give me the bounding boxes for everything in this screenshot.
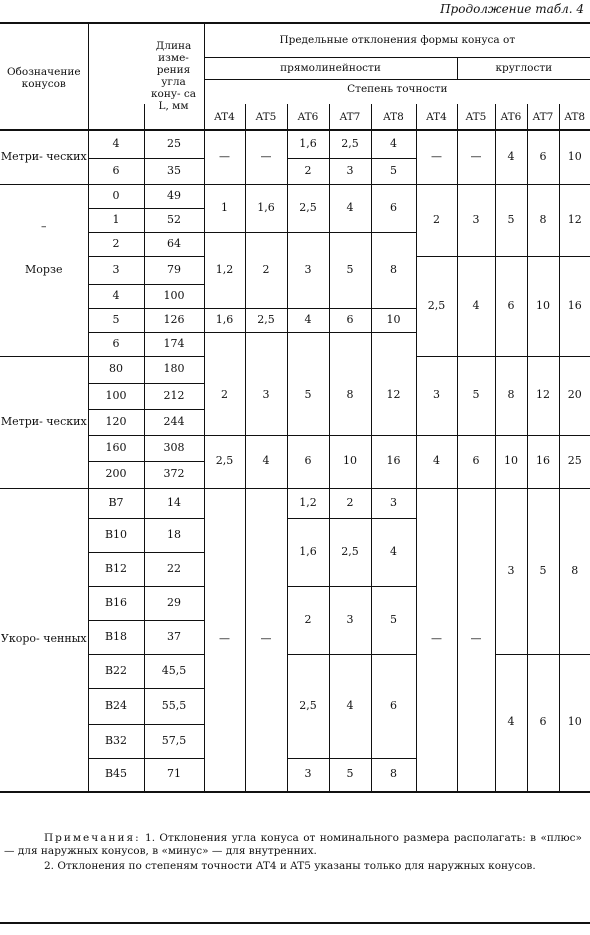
table-cell: 4	[371, 130, 416, 158]
table-cell: 10	[371, 308, 416, 332]
table-cell: 2,5	[287, 184, 329, 232]
table-cell: 80	[88, 356, 144, 383]
header-accuracy: Степень точности	[347, 82, 448, 95]
table-cell: 8	[527, 184, 559, 256]
table-cell: B7	[88, 488, 144, 518]
table-cell: 6	[495, 256, 527, 356]
table-cell: 8	[329, 356, 371, 435]
table-cell: 10	[559, 654, 590, 792]
table-cell: 1	[88, 208, 144, 232]
table-cell: 2,5	[287, 654, 329, 758]
table-cell: 6	[371, 184, 416, 232]
table-cell: 4	[88, 284, 144, 308]
table-cell: 4	[416, 435, 457, 488]
table-cell: 29	[144, 586, 204, 620]
table-cell: 1,2	[204, 232, 245, 308]
grade-rd-at7: AT7	[527, 104, 559, 130]
grade-rd-at6: AT6	[495, 104, 527, 130]
table-cell: 0	[88, 184, 144, 208]
table-cell: 5	[329, 232, 371, 308]
grade-rd-at8: AT8	[564, 110, 586, 123]
table-cell: 5	[88, 308, 144, 332]
table-cell: 3	[88, 256, 144, 284]
table-cell: 6	[457, 435, 495, 488]
table-cell: 2,5	[416, 256, 457, 356]
table-cell: 5	[457, 356, 495, 435]
table-cell: 8	[495, 356, 527, 435]
table-cell: 5	[371, 158, 416, 184]
table-cell: 5	[287, 356, 329, 435]
table-cell: 64	[144, 232, 204, 256]
table-cell: 3	[329, 158, 371, 184]
header-straightness: прямолинейности	[280, 61, 381, 74]
table-cell: 2,5	[329, 518, 371, 586]
table-cell: 4	[371, 518, 416, 586]
notes	[4, 832, 582, 873]
table-cell: 1,6	[204, 308, 245, 332]
morse-dash: –	[41, 219, 47, 233]
table-cell: —	[204, 488, 245, 792]
table-cell: 372	[144, 461, 204, 488]
table-cell: 16	[567, 298, 582, 312]
table-cell: 12	[527, 356, 559, 435]
table-cell: 174	[144, 332, 204, 356]
table-cell: 2	[287, 158, 329, 184]
group-morse: Морзе	[25, 262, 63, 276]
table-cell: 1,6	[287, 518, 329, 586]
table-cell: —	[204, 130, 245, 184]
table-cell: B10	[88, 518, 144, 552]
table-cell: 25	[567, 454, 582, 468]
grade-st-at5: AT5	[245, 104, 287, 130]
table-cell: 22	[144, 552, 204, 586]
table-cell: B45	[88, 758, 144, 792]
table-cell: 5	[527, 488, 559, 654]
table-cell: 3	[245, 356, 287, 435]
table-cell: 4	[88, 130, 144, 158]
note-1: 1. Отклонения угла конуса от номинального размера располагать: в «плюс» — для наружных конусов, в «минус» — для внутренних.	[4, 832, 582, 858]
table-cell: 5	[371, 586, 416, 654]
table-cell: 12	[371, 356, 416, 435]
table-cell: 4	[457, 256, 495, 356]
table-cell: 16	[371, 435, 416, 488]
table-cell: 160	[88, 435, 144, 461]
table-cell: 6	[88, 332, 144, 356]
table-cell: 2,5	[329, 130, 371, 158]
table-cell: 3	[416, 356, 457, 435]
table-cell: 3	[371, 488, 416, 518]
table-cell: 120	[88, 409, 144, 435]
table-cell: —	[245, 130, 287, 184]
bottom-rule	[0, 922, 590, 924]
table-cell: 4	[495, 130, 527, 184]
table-cell: 4	[329, 654, 371, 758]
grade-st-at4: AT4	[204, 104, 245, 130]
table-cell: 180	[144, 356, 204, 383]
table-cell: 2,5	[245, 308, 287, 332]
table-cell: 126	[144, 308, 204, 332]
note-2: 2. Отклонения по степеням точности AT4 и AT5 указаны только для наружных конусов.	[44, 860, 536, 873]
table-cell: 8	[371, 758, 416, 792]
header-length: Длина изме- рения угла кону- са L, мм	[150, 40, 197, 113]
table-cell: —	[457, 488, 495, 792]
table-cell: 71	[144, 758, 204, 792]
table-cell: 3	[287, 758, 329, 792]
grade-rd-at4: AT4	[416, 104, 457, 130]
table-cell: 100	[88, 383, 144, 409]
table-cell: 14	[144, 488, 204, 518]
table-cell: 52	[144, 208, 204, 232]
table-cell: —	[457, 130, 495, 184]
table-cell: 4	[287, 308, 329, 332]
table-cell: 45,5	[144, 654, 204, 688]
table-cell: 6	[527, 130, 559, 184]
table-cell: 6	[329, 308, 371, 332]
notes-label: Примечания:	[44, 832, 141, 844]
header-deviations: Предельные отклонения формы конуса от	[279, 34, 516, 47]
table-cell: 1,6	[245, 184, 287, 232]
table-cell: 10	[527, 256, 559, 356]
grade-st-at6: AT6	[287, 104, 329, 130]
table-cell: 2,5	[204, 435, 245, 488]
table-cell: B18	[88, 620, 144, 654]
table-cell: 4	[495, 654, 527, 792]
table-cell: 2	[287, 586, 329, 654]
table-cell: B24	[88, 688, 144, 724]
table-cell: 200	[88, 461, 144, 488]
table-cell: 6	[527, 654, 559, 792]
table-cell: 57,5	[144, 724, 204, 758]
table-cell: 100	[144, 284, 204, 308]
table-cell: 79	[144, 256, 204, 284]
table-cell: 1,2	[287, 488, 329, 518]
table-cell: 37	[144, 620, 204, 654]
table-cell: B16	[88, 586, 144, 620]
table-cell: 2	[88, 232, 144, 256]
table-cell: 6	[88, 158, 144, 184]
table-cell: 3	[495, 488, 527, 654]
table-cell: B32	[88, 724, 144, 758]
table-cell: 18	[144, 518, 204, 552]
table-cell: 10	[559, 130, 590, 184]
table-cell: 16	[527, 435, 559, 488]
continuation-label: Продолжение табл. 4	[440, 2, 584, 16]
table-cell: B22	[88, 654, 144, 688]
grade-rd-at5: AT5	[457, 104, 495, 130]
table-cell: 8	[371, 232, 416, 308]
grade-st-at7: AT7	[329, 104, 371, 130]
table-cell: 25	[144, 130, 204, 158]
group-metric-2: Метри- ческих	[0, 414, 87, 428]
table-cell: 3	[287, 232, 329, 308]
table-cell: B12	[88, 552, 144, 586]
table-cell: 2	[204, 356, 245, 435]
table-cell: 10	[329, 435, 371, 488]
grade-st-at8: AT8	[371, 104, 416, 130]
table-cell: 35	[144, 158, 204, 184]
table-cell: —	[416, 488, 457, 792]
table-cell: 6	[287, 435, 329, 488]
group-metric-1: Метри- ческих	[0, 149, 87, 163]
table-cell: 3	[329, 586, 371, 654]
table-cell: —	[416, 130, 457, 184]
table-cell: 12	[559, 184, 590, 256]
table-cell: 4	[329, 184, 371, 232]
table-cell: 55,5	[144, 688, 204, 724]
header-designation: Обозначение конусов	[6, 66, 81, 91]
table-cell: 1,6	[287, 130, 329, 158]
table-cell: 5	[329, 758, 371, 792]
table-cell: 4	[245, 435, 287, 488]
grade-table	[0, 104, 590, 793]
table-cell: 5	[495, 184, 527, 256]
table-cell: 3	[457, 184, 495, 256]
table-cell: 1	[204, 184, 245, 232]
table-cell: 49	[144, 184, 204, 208]
header-roundness: круглости	[495, 61, 553, 74]
table-cell: 8	[559, 488, 590, 654]
table-cell: 6	[371, 654, 416, 758]
table-cell: 2	[329, 488, 371, 518]
table-cell: —	[245, 488, 287, 792]
table-cell: 244	[144, 409, 204, 435]
table-cell: 308	[144, 435, 204, 461]
group-short: Укоро- ченных	[0, 632, 87, 646]
table-cell: 2	[416, 184, 457, 256]
table-cell: 212	[144, 383, 204, 409]
table-cell: 10	[495, 435, 527, 488]
table-cell: 2	[245, 232, 287, 308]
table-cell: 20	[559, 356, 590, 435]
